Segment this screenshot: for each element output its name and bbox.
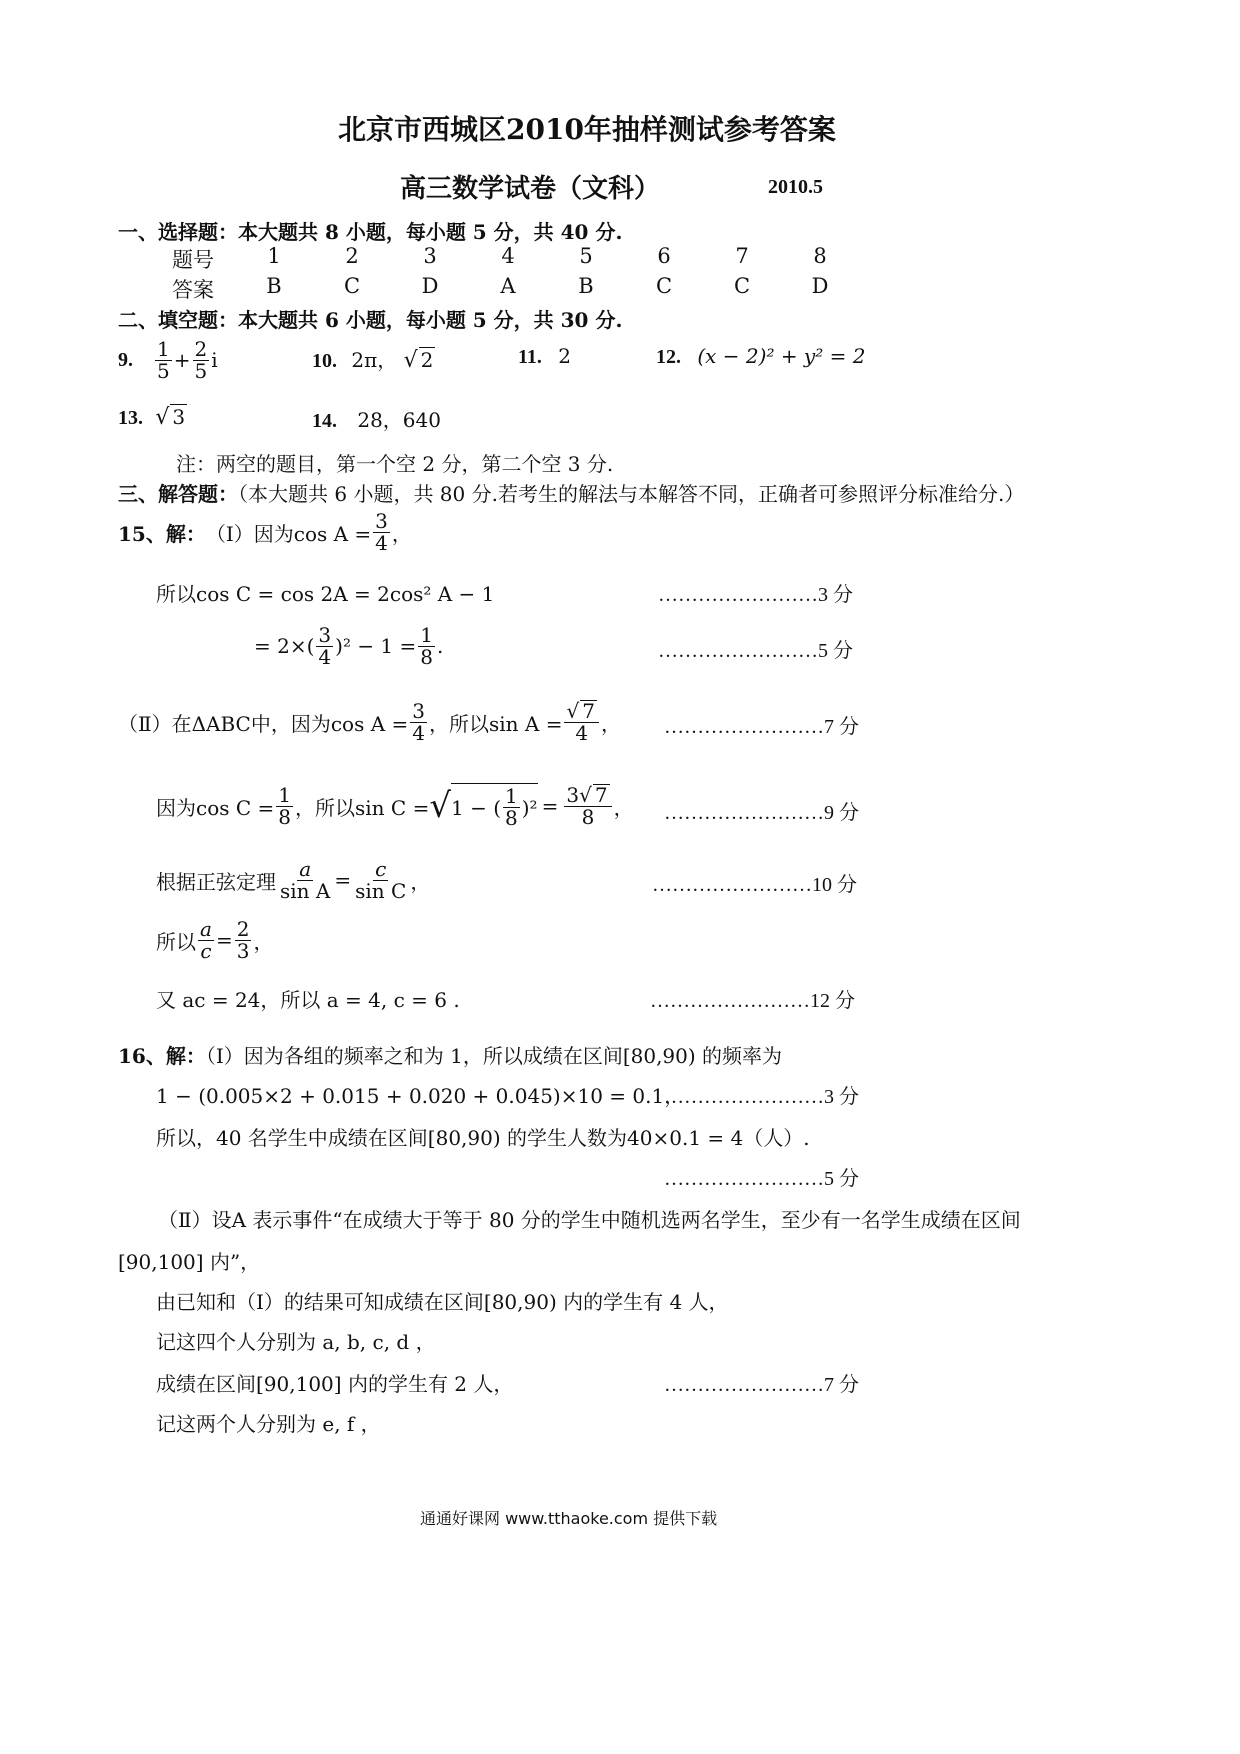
qnum-6: 6 bbox=[657, 244, 671, 268]
q15-text-3b: )² − 1 = bbox=[335, 634, 417, 658]
q15-text-4c: ， bbox=[600, 711, 621, 736]
q16-mark-3: ……………………3 分 bbox=[664, 1086, 859, 1108]
q15-text-5e: = bbox=[541, 794, 559, 818]
q15-text-1: （Ⅰ）因为cos A = bbox=[205, 521, 372, 546]
fill-q12 bbox=[656, 344, 865, 369]
q16-line-9: 记这两个人分别为 e, f ， bbox=[156, 1412, 381, 1436]
q15-text-5a: 因为cos C = bbox=[156, 795, 275, 820]
ans-8: D bbox=[811, 274, 829, 298]
q15-label: 15、解： bbox=[118, 521, 206, 546]
q16-line-5: [90,100] 内”， bbox=[118, 1250, 261, 1274]
qnum-7: 7 bbox=[735, 244, 749, 268]
q15-text-7: 所以 bbox=[156, 929, 196, 954]
q15-text-5f: ， bbox=[613, 795, 634, 820]
q15-line-4 bbox=[118, 692, 621, 752]
qnum-4: 4 bbox=[501, 244, 515, 268]
q15-text-5d: )² bbox=[521, 795, 538, 820]
qnum-8: 8 bbox=[813, 244, 827, 268]
section-3-title: 三、解答题： bbox=[118, 482, 238, 506]
q10-answer-2: 2 bbox=[420, 348, 434, 372]
section-2-heading: 二、填空题：本大题共 6 小题，每小题 5 分，共 30 分. bbox=[118, 308, 623, 332]
q15-text-4b: ，所以sin A = bbox=[429, 711, 563, 736]
ans-2: C bbox=[343, 274, 361, 298]
q15-frac-1-8b: $\frac{1}{8}$ bbox=[278, 782, 292, 829]
q15-line-3: = 2×( $\frac{3}{4}$ )² − 1 = $\frac{1}{8}$ . bbox=[254, 622, 444, 669]
q15-mark-7: ……………………7 分 bbox=[664, 716, 859, 738]
q12-answer: (x − 2)² + y² = 2 bbox=[697, 344, 866, 368]
q16-line-7: 记这四个人分别为 a, b, c, d ， bbox=[156, 1330, 436, 1354]
ans-7: C bbox=[733, 274, 751, 298]
fill-q9: 9. $\frac{1}{5}$ + $\frac{2}{5}$ i bbox=[118, 336, 218, 383]
qnum-1: 1 bbox=[267, 244, 281, 268]
q15-sqrt-expr bbox=[451, 783, 538, 829]
q15-frac-1-8c: $\frac{1}{8}$ bbox=[505, 784, 518, 830]
q16-text-1: （Ⅰ）因为各组的频率之和为 1，所以成绩在区间[80,90) 的频率为 bbox=[205, 1044, 783, 1068]
q16-line-2: 1 − (0.005×2 + 0.015 + 0.020 + 0.045)×10 = 0.1， bbox=[156, 1084, 685, 1108]
fill-q10: 10. 2π， √ 2 bbox=[312, 348, 434, 373]
q15-frac-1-8: $\frac{1}{8}$ bbox=[420, 622, 434, 669]
question-number-row bbox=[0, 244, 1240, 274]
q9-frac-1: $\frac{1}{5}$ bbox=[157, 336, 170, 383]
q16-label: 16、解： bbox=[118, 1044, 206, 1068]
q14-label: 14. bbox=[312, 410, 337, 432]
row-label-number: 题号 bbox=[172, 248, 214, 272]
q15-line-2: 所以cos C = cos 2A = 2cos² A − 1 bbox=[156, 582, 495, 606]
page-subtitle: 高三数学试卷（文科） bbox=[400, 174, 661, 204]
ans-6: C bbox=[655, 274, 673, 298]
qnum-5: 5 bbox=[579, 244, 593, 268]
q15-mark-9: ……………………9 分 bbox=[664, 802, 859, 824]
q15-mark-12: ……………………12 分 bbox=[650, 990, 855, 1012]
q15-frac-a-sinA: $\frac{a}{\text{sin A}}$ bbox=[280, 856, 331, 903]
q15-frac-3-4b: $\frac{3}{4}$ bbox=[318, 622, 332, 669]
fill-q14 bbox=[312, 404, 441, 433]
q15-frac-3-4c: $\frac{3}{4}$ bbox=[412, 698, 426, 745]
q15-line-5: 因为cos C = $\frac{1}{8}$ ，所以sin C = √ 1 − ( $\frac{1}{8}$ )² = $\frac{3√ 7}{8}$ ， bbox=[156, 782, 634, 830]
q15-line-1: 15、解： （Ⅰ）因为cos A = $\frac{3}{4}$ ， bbox=[118, 508, 412, 555]
q16-line-4: （Ⅱ）设A 表示事件“在成绩大于等于 80 分的学生中随机选两名学生，至少有一名学生成绩在区间 bbox=[158, 1208, 1021, 1232]
section-1-heading: 一、选择题：本大题共 8 小题，每小题 5 分，共 40 分. bbox=[118, 220, 623, 244]
q16-line-6: 由已知和（Ⅰ）的结果可知成绩在区间[80,90) 内的学生有 4 人， bbox=[156, 1290, 729, 1314]
q15-line-8: 又 ac = 24，所以 a = 4, c = 6 . bbox=[156, 988, 460, 1012]
q15-mark-10: ……………………10 分 bbox=[652, 874, 857, 896]
q15-text-3a: = 2×( bbox=[254, 634, 315, 658]
qnum-3: 3 bbox=[423, 244, 437, 268]
q9-frac-2: $\frac{2}{5}$ bbox=[194, 336, 208, 383]
row-label-answer: 答案 bbox=[172, 278, 214, 302]
q15-line-7: 所以 $\frac{a}{c}$ = $\frac{2}{3}$ ， bbox=[156, 916, 274, 963]
q16-mark-5: ……………………5 分 bbox=[664, 1168, 859, 1190]
fill-q11 bbox=[518, 344, 571, 369]
q11-answer: 2 bbox=[558, 344, 571, 368]
q13-answer: 3 bbox=[172, 405, 186, 429]
q15-frac-2-3: $\frac{2}{3}$ bbox=[236, 916, 250, 963]
q15-text-5c: 1 − ( bbox=[451, 795, 502, 820]
q10-answer-1: 2π， bbox=[351, 348, 398, 372]
q15-text-5b: ，所以sin C = bbox=[295, 795, 430, 820]
exam-date: 2010.5 bbox=[768, 176, 823, 198]
ans-4: A bbox=[500, 274, 516, 298]
q16-line-3: 所以，40 名学生中成绩在区间[80,90) 的学生人数为40×0.1 = 4（人）. bbox=[156, 1126, 810, 1150]
q13-label: 13. bbox=[118, 407, 143, 429]
ans-5: B bbox=[578, 274, 594, 298]
q15-line-6: 根据正弦定理 $\frac{a}{\text{sin A}}$ = $\frac{c}{\text{sin C}}$ ， bbox=[156, 856, 431, 903]
answer-row bbox=[0, 274, 1240, 304]
q16-line-8: 成绩在区间[90,100] 内的学生有 2 人， bbox=[156, 1372, 514, 1396]
q15-text-4a: （Ⅱ）在ΔABC中，因为cos A = bbox=[118, 711, 409, 736]
ans-1: B bbox=[266, 274, 282, 298]
q14-answer: 28，640 bbox=[357, 408, 441, 432]
q16-line-1 bbox=[118, 1040, 782, 1069]
fill-note: 注：两空的题目，第一个空 2 分，第二个空 3 分. bbox=[176, 452, 614, 476]
q9-label: 9. bbox=[118, 348, 133, 371]
q10-label: 10. bbox=[312, 350, 337, 372]
fill-q13: 13. √ 3 bbox=[118, 405, 186, 430]
page-title: 北京市西城区2010年抽样测试参考答案 bbox=[338, 113, 836, 146]
q15-text-6: 根据正弦定理 bbox=[156, 869, 276, 894]
q15-mark-5: ……………………5 分 bbox=[658, 640, 853, 662]
page-footer: 通通好课网 www.tthaoke.com 提供下载 bbox=[420, 1509, 718, 1528]
qnum-2: 2 bbox=[345, 244, 359, 268]
q15-frac-3-4: $\frac{3}{4}$ bbox=[375, 508, 388, 555]
q12-label: 12. bbox=[656, 346, 681, 368]
q16-mark-7: ……………………7 分 bbox=[664, 1374, 859, 1396]
ans-3: D bbox=[421, 274, 439, 298]
q15-frac-sqrt7-4: $\frac{√ 7}{4}$ bbox=[564, 700, 598, 744]
section-3-note: （本大题共 6 小题，共 80 分.若考生的解法与本解答不同，正确者可参照评分标准给分.） bbox=[238, 482, 1025, 506]
q15-frac-3sqrt7-8: $\frac{3√ 7}{8}$ bbox=[564, 784, 611, 828]
q15-frac-a-c: $\frac{a}{c}$ bbox=[200, 916, 212, 963]
q15-frac-c-sinC: $\frac{c}{\text{sin C}}$ bbox=[355, 856, 407, 903]
q15-mark-3: ……………………3 分 bbox=[658, 584, 853, 606]
q11-label: 11. bbox=[518, 346, 542, 368]
